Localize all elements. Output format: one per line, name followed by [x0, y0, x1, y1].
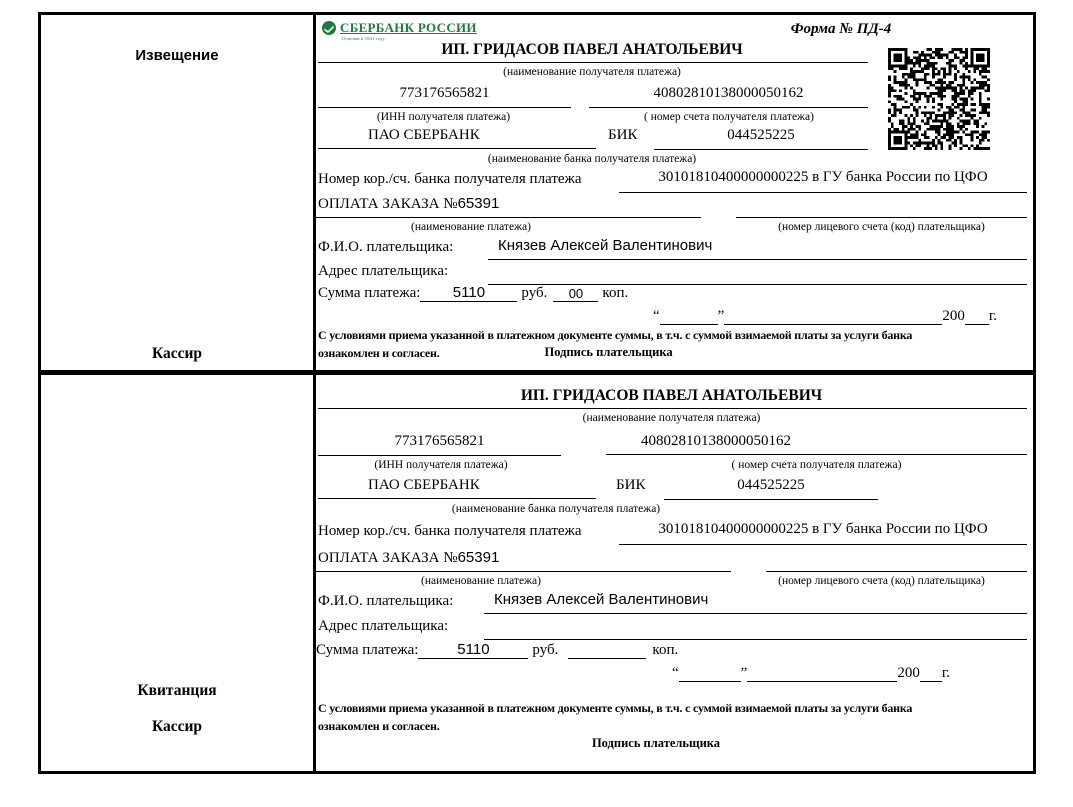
payment-name-2: ОПЛАТА ЗАКАЗА № [318, 550, 458, 566]
account-value: 40802810138000050162 [589, 85, 868, 108]
personal-account-caption: (номер лицевого счета (код) плательщика) [778, 221, 985, 233]
year-suffix: г. [988, 308, 998, 324]
section-kvitanciya [38, 372, 1036, 774]
qr-code [888, 48, 990, 155]
fio-value: Князев Алексей Валентинович [488, 237, 1027, 260]
amount-row [318, 284, 628, 302]
personal-account-line-2 [766, 551, 1027, 572]
fio-value-2: Князев Алексей Валентинович [484, 591, 1027, 614]
recipient-caption: (наименование получателя платежа) [503, 66, 681, 78]
account-caption-2: ( номер счета получателя платежа) [731, 459, 902, 471]
address-label: Адрес плательщика: [318, 263, 449, 279]
inn-caption-2: (ИНН получателя платежа) [374, 459, 508, 471]
side-column-1 [41, 15, 316, 370]
address-line-2 [484, 616, 1027, 640]
rub-label: руб. [521, 285, 548, 301]
side-column-2 [41, 375, 316, 771]
side-label-kassir-1: Кассир [151, 345, 203, 362]
side-label-kassir-2: Кассир [151, 718, 203, 735]
date-row [653, 306, 997, 325]
date-day-line [660, 306, 718, 325]
form-number-label: Форма № ПД-4 [790, 21, 892, 37]
close-quote-2: ” [740, 665, 748, 681]
agreement-line1-2: С условиями приема указанной в платежном документе суммы, в т.ч. с суммой взимаемой платы за услуги банка [318, 701, 913, 715]
agreement-line2: ознакомлен и согласен. [318, 346, 440, 360]
signature-label-2: Подпись плательщика [591, 736, 721, 750]
corr-value: 30101810400000000225 в ГУ банка России по ЦФО [619, 169, 1027, 193]
open-quote-2: “ [672, 665, 679, 681]
open-quote: “ [653, 308, 660, 324]
sberbank-logo-text: СБЕРБАНК РОССИИ [340, 20, 477, 35]
order-number: 65391 [457, 195, 500, 212]
agreement-line1: С условиями приема указанной в платежном документе суммы, в т.ч. с суммой взимаемой платы за услуги банка [318, 328, 913, 342]
inn-caption: (ИНН получателя платежа) [376, 111, 511, 123]
payment-name-line [316, 195, 701, 218]
bik-label-2: БИК [616, 477, 646, 493]
personal-account-line [736, 197, 1027, 218]
section1-content [316, 15, 1033, 370]
account-caption: ( номер счета получателя платежа) [644, 111, 814, 123]
recipient-underline-2 [318, 389, 1027, 409]
side-label-kvitanciya: Квитанция [137, 682, 217, 699]
amount-rub-value: 5110 [420, 284, 517, 302]
amount-rub-value-2: 5110 [418, 641, 528, 659]
account-value-2: 40802810138000050162 [606, 433, 1027, 455]
date-row-2 [672, 663, 950, 682]
recipient-caption-2: (наименование получателя платежа) [582, 412, 761, 424]
kop-label-2: коп. [652, 642, 679, 658]
bik-value: 044525225 [654, 127, 868, 150]
date-year-line [965, 306, 989, 325]
bank-name-value: ПАО СБЕРБАНК [318, 127, 596, 149]
date-month-line [724, 306, 942, 325]
fio-label-2: Ф.И.О. плательщика: [318, 593, 454, 609]
bank-caption-2: (наименование банка получателя платежа) [451, 503, 661, 515]
bik-value-2: 044525225 [664, 477, 878, 500]
date-month-line-2 [747, 663, 897, 682]
payment-caption: (наименование платежа) [411, 221, 531, 233]
date-day-line-2 [679, 663, 741, 682]
payment-name: ОПЛАТА ЗАКАЗА № [318, 196, 458, 212]
recipient-underline [318, 43, 868, 63]
signature-label: Подпись плательщика [544, 345, 673, 359]
amount-row-2 [316, 641, 678, 659]
corr-label-2: Номер кор./сч. банка получателя платежа [318, 523, 582, 539]
inn-value: 773176565821 [318, 85, 571, 108]
agreement-line2-row [318, 345, 673, 362]
personal-account-caption-2: (номер лицевого счета (код) плательщика) [778, 575, 985, 587]
bank-caption: (наименование банка получателя платежа) [487, 153, 697, 165]
inn-value-2: 773176565821 [318, 433, 561, 456]
sum-label-2: Сумма платежа: [316, 642, 419, 658]
recipient-name: ИП. ГРИДАСОВ ПАВЕЛ АНАТОЛЬЕВИЧ [441, 41, 743, 58]
rub-label-2: руб. [532, 642, 559, 658]
year-prefix: 200 [942, 308, 965, 324]
side-label-izveshchenie: Извещение [135, 47, 219, 64]
sberbank-logo-icon [322, 21, 336, 35]
sberbank-logo [322, 20, 477, 41]
payment-name-line-2 [316, 549, 731, 572]
close-quote: ” [717, 308, 725, 324]
section2-content [316, 375, 1033, 771]
corr-label: Номер кор./сч. банка получателя платежа [318, 171, 582, 187]
order-number-2: 65391 [457, 549, 500, 566]
payment-caption-2: (наименование платежа) [421, 575, 541, 587]
sum-label: Сумма платежа: [318, 285, 421, 301]
sberbank-logo-tagline: Основан в 1841 году [342, 36, 386, 41]
agreement-line2-2: ознакомлен и согласен. [318, 719, 440, 733]
year-prefix-2: 200 [897, 665, 920, 681]
year-suffix-2: г. [941, 665, 951, 681]
bank-name-value-2: ПАО СБЕРБАНК [318, 477, 596, 499]
fio-label: Ф.И.О. плательщика: [318, 239, 454, 255]
recipient-name-2: ИП. ГРИДАСОВ ПАВЕЛ АНАТОЛЬЕВИЧ [520, 387, 823, 404]
kop-label: коп. [602, 285, 629, 301]
section-izveshchenie [38, 12, 1036, 373]
bik-label: БИК [608, 127, 638, 143]
amount-kop-value-2 [568, 658, 646, 659]
address-label-2: Адрес плательщика: [318, 618, 449, 634]
date-year-line-2 [920, 663, 942, 682]
address-line [488, 261, 1027, 285]
amount-kop-value: 00 [553, 286, 598, 302]
corr-value-2: 30101810400000000225 в ГУ банка России по ЦФО [619, 521, 1027, 545]
